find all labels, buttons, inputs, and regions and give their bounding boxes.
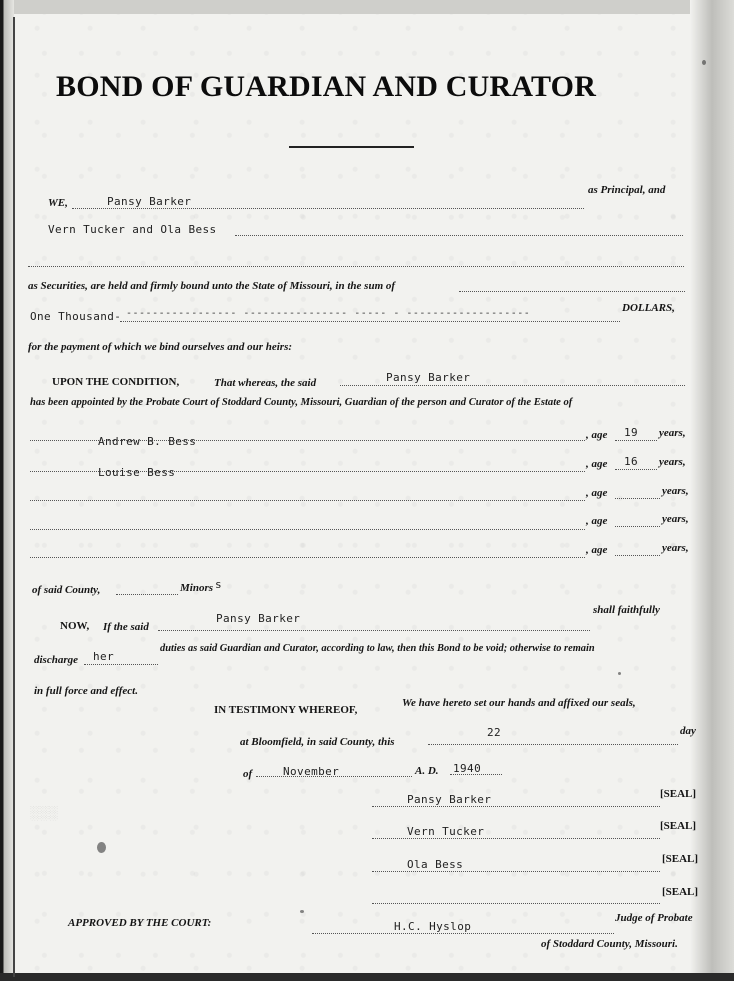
principal-line — [72, 208, 584, 209]
minor-name-line — [30, 529, 585, 530]
minor-name-line — [30, 500, 585, 501]
seal-label: [SEAL] — [660, 820, 697, 832]
age-label: , age — [586, 515, 608, 527]
age-line — [615, 498, 660, 499]
day-value: 22 — [487, 726, 502, 739]
day-line — [428, 744, 678, 745]
discharge-pronoun: her — [93, 650, 115, 663]
bleed-through-text: ░░░ — [30, 805, 58, 820]
condition-text: That whereas, the said — [214, 377, 317, 389]
county-label: of said County, — [32, 584, 101, 596]
day-label: day — [680, 725, 696, 737]
years-label: years, — [659, 427, 686, 439]
scan-edge-top — [0, 0, 734, 14]
age-line — [615, 526, 660, 527]
minor-name-line — [30, 557, 585, 558]
discharge-text: duties as said Guardian and Curator, according to law, then this Bond to be void; otherwise to remain — [160, 643, 595, 654]
page-border — [13, 17, 15, 977]
years-label: years, — [662, 542, 689, 554]
age-label: , age — [586, 544, 608, 556]
sum-line — [459, 291, 685, 292]
securities-line-1 — [235, 235, 683, 236]
age-label: , age — [586, 458, 608, 470]
seal-label: [SEAL] — [662, 886, 699, 898]
place-text: at Bloomfield, in said County, this — [240, 736, 395, 748]
judge-line — [312, 933, 614, 934]
testimony-text: We have hereto set our hands and affixed our seals, — [402, 697, 636, 709]
minor-name: Andrew B. Bess — [98, 435, 197, 448]
securities-text: as Securities, are held and firmly bound unto the State of Missouri, in the sum of — [28, 280, 396, 292]
now-line — [158, 630, 590, 631]
currency-label: DOLLARS, — [622, 302, 675, 314]
minor-name: Louise Bess — [98, 466, 176, 479]
seal-label: [SEAL] — [662, 853, 699, 865]
condition-name: Pansy Barker — [386, 371, 471, 384]
document-title: BOND OF GUARDIAN AND CURATOR — [56, 70, 597, 103]
signature-line — [372, 903, 660, 904]
signer-name: Pansy Barker — [407, 793, 492, 806]
of-label: of — [243, 768, 253, 780]
now-name: Pansy Barker — [216, 612, 301, 625]
judge-name: H.C. Hyslop — [394, 920, 472, 933]
month: November — [283, 765, 340, 778]
scan-edge-bottom — [0, 973, 734, 981]
minor-age: 16 — [624, 455, 639, 468]
year: 1940 — [453, 762, 482, 775]
securities-names: Vern Tucker and Ola Bess — [48, 223, 217, 236]
we-label: WE, — [48, 197, 68, 209]
testimony-label: IN TESTIMONY WHEREOF, — [214, 704, 358, 716]
title-rule — [289, 146, 414, 148]
signature-line — [372, 838, 660, 839]
force-text: in full force and effect. — [34, 685, 138, 697]
scan-smudge — [300, 910, 304, 913]
judge-title: Judge of Probate — [615, 912, 693, 924]
condition-line — [340, 385, 685, 386]
seal-label: [SEAL] — [660, 788, 697, 800]
scan-edge-right — [690, 0, 734, 981]
minors-label: Minors — [180, 582, 214, 594]
ad-label: A. D. — [415, 765, 439, 777]
now-label: NOW, — [60, 620, 90, 632]
county-line — [116, 594, 178, 595]
age-line — [615, 555, 660, 556]
years-label: years, — [662, 513, 689, 525]
condition-label: UPON THE CONDITION, — [52, 376, 180, 388]
now-text: If the said — [103, 621, 149, 633]
signature-line — [372, 871, 660, 872]
amount-words: One Thousand- — [30, 310, 122, 323]
scan-smudge — [618, 672, 621, 675]
years-label: years, — [662, 485, 689, 497]
discharge-label: discharge — [34, 654, 78, 666]
principal-name: Pansy Barker — [107, 195, 192, 208]
years-label: years, — [659, 456, 686, 468]
shall-text: shall faithfully — [593, 604, 660, 616]
appointment-text: has been appointed by the Probate Court of Stoddard County, Missouri, Guardian of the person and Curator of the Estate of — [30, 397, 573, 408]
signer-name: Vern Tucker — [407, 825, 485, 838]
age-label: , age — [586, 487, 608, 499]
scan-smudge — [97, 842, 106, 853]
scan-smudge — [702, 60, 706, 65]
amount-line — [120, 321, 620, 322]
discharge-line — [84, 664, 158, 665]
signer-name: Ola Bess — [407, 858, 464, 871]
minor-age: 19 — [624, 426, 639, 439]
securities-line-2 — [28, 266, 684, 267]
age-line — [615, 440, 657, 441]
scan-edge-left — [0, 0, 14, 981]
principal-suffix: as Principal, and — [588, 184, 666, 196]
minors-plural-s: s — [215, 578, 223, 591]
payment-text: for the payment of which we bind ourselves and our heirs: — [28, 341, 293, 353]
age-line — [615, 469, 657, 470]
signature-line — [372, 806, 660, 807]
judge-county: of Stoddard County, Missouri. — [541, 938, 678, 950]
amount-dashes: ----------------- ---------------- ----- - ------------------- — [126, 308, 531, 319]
approved-label: APPROVED BY THE COURT: — [68, 917, 212, 929]
age-label: , age — [586, 429, 608, 441]
